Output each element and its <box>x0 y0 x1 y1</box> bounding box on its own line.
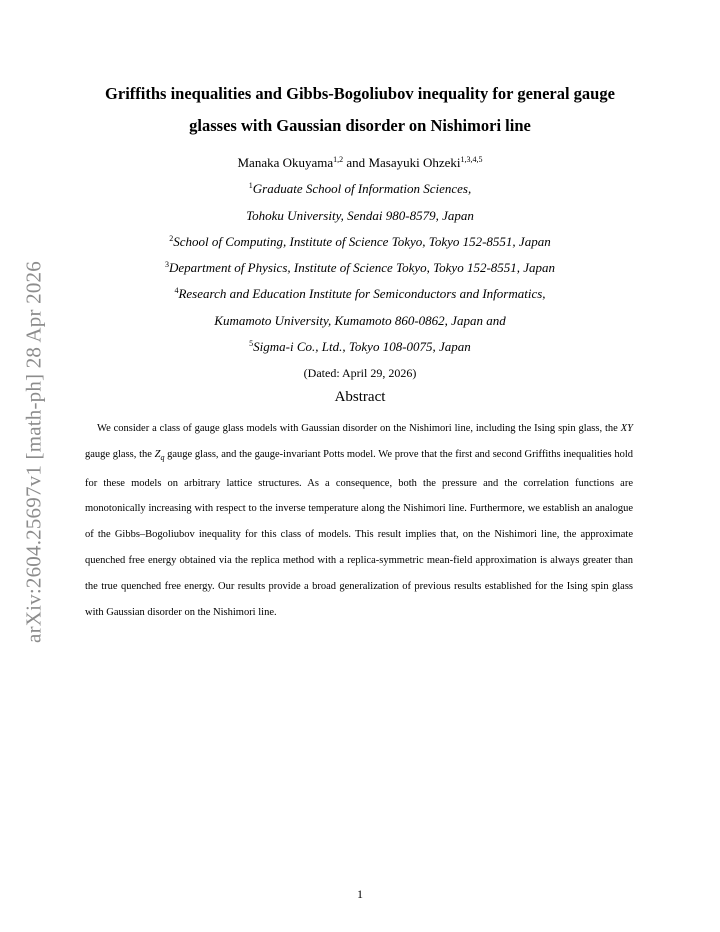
affiliation-text: Tohoku University, Sendai 980-8579, Japan <box>246 207 474 223</box>
affiliation-text: Department of Physics, Institute of Science Tokyo, Tokyo 152-8551, Japan <box>168 260 556 276</box>
author-name-2: Masayuki Ohzeki <box>368 155 461 170</box>
abstract-text: gauge glass, and the gauge-invariant Potts model. We prove that the first and second Griffiths inequalities hold for these models on arbitrary lattice structures. As a consequence, both the pressure and the correlation functions are monotonically increasing with respect to the inverse temperature along the Nishimori line. Furthermore, we establish an analogue of the Gibbs–Bogoliubov inequality for this class of models. This result implies that, on the Nishimori line, the approximate quenched free energy obtained via the replica method with a replica-symmetric mean-field approximation is always greater than the true quenched free energy. Our results provide a broad generalization of previous results established for the Ising spin glass with Gaussian disorder on the Nishimori line. <box>85 448 633 618</box>
affiliation-marker: 5 <box>249 339 254 349</box>
affiliation-marker: 4 <box>174 286 179 296</box>
author-line <box>80 150 640 176</box>
arxiv-identifier: arXiv:2604.25697v1 [math-ph] 28 Apr 2026 <box>21 261 46 643</box>
abstract-math-zq-base: Z <box>154 448 161 460</box>
author-block <box>80 150 640 387</box>
abstract-math-zq <box>155 449 165 460</box>
paper-title <box>80 78 640 142</box>
abstract-body <box>85 416 633 625</box>
affiliation-line <box>80 229 640 255</box>
affiliation-line <box>80 281 640 307</box>
affiliation-line <box>80 334 640 360</box>
arxiv-sidebar <box>0 0 66 932</box>
author-conjunction: and <box>343 155 369 170</box>
affiliation-line <box>80 255 640 281</box>
dated-line: (Dated: April 29, 2026) <box>303 366 417 381</box>
affiliation-text: Sigma-i Co., Ltd., Tokyo 108-0075, Japan <box>253 339 471 355</box>
affiliation-marker: 3 <box>164 260 169 270</box>
affiliation-line <box>80 203 640 229</box>
abstract-math-zq-subscript: q <box>160 452 165 462</box>
affiliation-text: Research and Education Institute for Semiconductors and Informatics, <box>178 286 546 302</box>
affiliation-text: School of Computing, Institute of Science Tokyo, Tokyo 152-8551, Japan <box>173 233 551 249</box>
author-name-1: Manaka Okuyama <box>237 155 334 170</box>
page-number: 1 <box>357 887 363 901</box>
author-2-affiliations: 1,3,4,5 <box>460 155 483 164</box>
affiliation-line <box>80 176 640 202</box>
title-line-2: glasses with Gaussian disorder on Nishimori line <box>189 116 531 135</box>
abstract-text: We consider a class of gauge glass models with Gaussian disorder on the Nishimori line, including the Ising spin glass, the <box>97 423 621 434</box>
affiliation-line <box>80 308 640 334</box>
title-line-1: Griffiths inequalities and Gibbs-Bogoliubov inequality for general gauge <box>105 84 615 103</box>
author-1-affiliations: 1,2 <box>333 155 344 164</box>
affiliation-text: Kumamoto University, Kumamoto 860-0862, Japan and <box>214 312 506 328</box>
affiliation-marker: 2 <box>169 233 174 243</box>
abstract-paragraph <box>85 416 633 625</box>
affiliation-marker: 1 <box>248 181 253 191</box>
abstract-text: gauge glass, the <box>85 448 155 460</box>
affiliation-text: Graduate School of Information Sciences, <box>252 181 472 197</box>
abstract-math-xy: XY <box>620 423 633 434</box>
abstract-heading: Abstract <box>334 389 386 405</box>
